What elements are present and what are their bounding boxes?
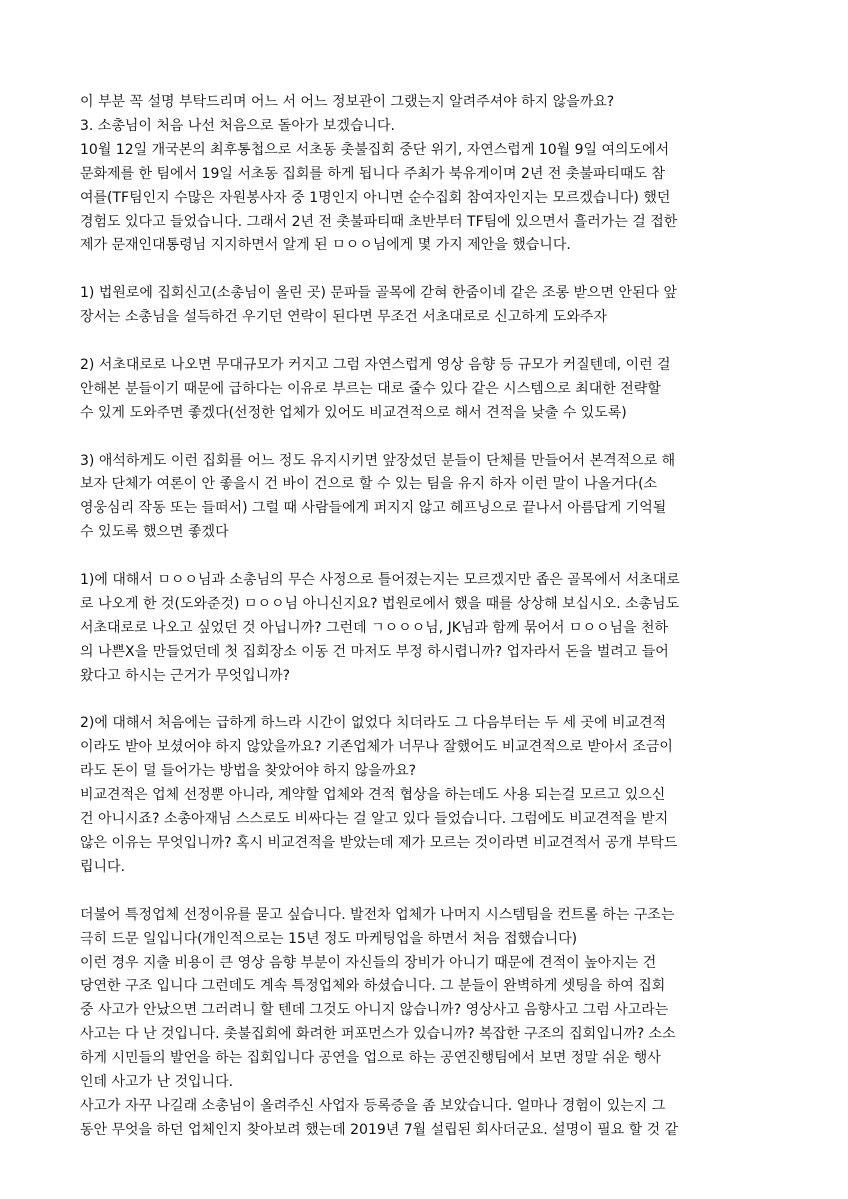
text-line: 사고가 자꾸 나길래 소총님이 올려주신 사업자 등록증을 좀 보았습니다. 얼마나 경험이 있는지 그 <box>80 1097 666 1114</box>
text-line: 하게 시민들의 발언을 하는 집회입니다 공연을 업으로 하는 공연진행팀에서 보면 정말 쉬운 행사 <box>80 1050 661 1067</box>
text-line: 수 있도록 했으면 좋겠다 <box>80 524 229 541</box>
text-line: 영웅심리 작동 또는 들떠서) 그럴 때 사람들에게 퍼지지 않고 헤프닝으로 끝나서 아름답게 기억될 <box>80 500 667 517</box>
text-line: 비교견적은 업체 선정뿐 아니라, 계약할 업체와 견적 협상을 하는데도 사용 되는걸 모르고 있으신 <box>80 787 666 804</box>
text-line: 문화제를 한 팀에서 19일 서초동 집회를 하게 됩니다 주최가 북유게이며 2년 전 촛불파티때도 참 <box>80 165 665 182</box>
text-line: 사고는 다 난 것입니다. 촛불집회에 화려한 퍼포먼스가 있습니까? 복잡한 구조의 집회입니까? 소소 <box>80 1026 676 1043</box>
text-line: 제가 문재인대통령님 지지하면서 알게 된 ㅁㅇㅇ님에게 몇 가지 제안을 했습니다. <box>80 237 571 254</box>
text-line: 2)에 대해서 처음에는 급하게 하느라 시간이 없었다 치더라도 그 다음부터는 두 세 곳에 비교견적 <box>80 715 667 732</box>
text-line: 당연한 구조 입니다 그런데도 계속 특정업체와 하셨습니다. 그 분들이 완벽하게 셋팅을 하여 집회 <box>80 978 666 995</box>
document-body <box>80 91 770 1143</box>
text-line: 1)에 대해서 ㅁㅇㅇ님과 소총님의 무슨 사정으로 틀어졌는지는 모르겠지만 좁은 골목에서 서초대로 <box>80 572 680 589</box>
text-line: 10월 12일 개국본의 최후통첩으로 서초동 촛불집회 중단 위기, 자연스럽게 10월 9일 여의도에서 <box>80 141 670 158</box>
text-line: 이 부분 꼭 설명 부탁드리며 어느 서 어느 정보관이 그랬는지 알려주셔야 하지 않을까요? <box>80 94 615 110</box>
text-line: 않은 이유는 무엇입니까? 혹시 비교견적을 받았는데 제가 모르는 것이라면 비교견적서 공개 부탁드 <box>80 835 678 852</box>
paragraph-gap <box>80 689 770 713</box>
paragraph-gap <box>80 258 770 282</box>
paragraph-gap <box>80 426 770 450</box>
paragraph-gap <box>80 545 770 569</box>
text-line: 여를(TF팀인지 수많은 자원봉사자 중 1명인지 아니면 순수집회 참여자인지는 모르겠습니다) 했던 <box>80 189 671 206</box>
text-line: 인데 사고가 난 것입니다. <box>80 1074 234 1091</box>
text-line: 로 나오게 한 것(도와준것) ㅁㅇㅇ님 아니신지요? 법원로에서 했을 때를 상상해 보십시오. 소총님도 <box>80 595 680 612</box>
text-line: 왔다고 하시는 근거가 무엇입니까? <box>80 667 291 684</box>
text-line: 경험도 있다고 들었습니다. 그래서 2년 전 촛불파티때 초반부터 TF팀에 있으면서 흘러가는 걸 접한 <box>80 213 678 230</box>
text-line: 이라도 받아 보셨어야 하지 않았을까요? 기존업체가 너무나 잘했어도 비교견적으로 받아서 조금이 <box>80 739 673 756</box>
text-line: 3) 애석하게도 이런 집회를 어느 정도 유지시키면 앞장섰던 분들이 단체를 만들어서 본격적으로 해 <box>80 452 676 469</box>
text-line: 중 사고가 안났으면 그러려니 할 텐데 그것도 아니지 않습니까? 영상사고 음향사고 그럼 사고라는 <box>80 1002 669 1019</box>
text-line: 건 아니시죠? 소총아재님 스스로도 비싸다는 걸 알고 있다 들었습니다. 그럼에도 비교견적을 받지 <box>80 811 669 828</box>
text-line: 동안 무엇을 하던 업체인지 찾아보려 했는데 2019년 7월 설립된 회사더군요. 설명이 필요 할 것 같 <box>80 1121 679 1138</box>
text-line: 극히 드문 일입니다(개인적으로는 15년 정도 마케팅업을 하면서 처음 접했습니다) <box>80 930 578 947</box>
paragraph-gap <box>80 330 770 354</box>
paragraph-gap <box>80 880 770 904</box>
text-line: 3. 소총님이 처음 나선 처음으로 돌아가 보겠습니다. <box>80 117 395 134</box>
text-line: 수 있게 도와주면 좋겠다(선정한 업체가 있어도 비교견적으로 해서 견적을 낮출 수 있도록) <box>80 404 627 421</box>
text-line: 라도 돈이 덜 들어가는 방법을 찾았어야 하지 않을까요? <box>80 763 417 780</box>
text-line: 서초대로로 나오고 싶었던 것 아닙니까? 그런데 ㄱㅇㅇㅇ님, JK님과 함께 묶어서 ㅁㅇㅇ님을 천하 <box>80 619 669 636</box>
text-line: 2) 서초대로로 나오면 무대규모가 커지고 그럼 자연스럽게 영상 음향 등 규모가 커질텐데, 이런 걸 <box>80 356 671 373</box>
text-line: 이런 경우 지출 비용이 큰 영상 음향 부분이 자신들의 장비가 아니기 때문에 견적이 높아지는 건 <box>80 954 657 971</box>
text-line: 보자 단체가 여론이 안 좋을시 건 바이 건으로 할 수 있는 팀을 유지 하자 이런 말이 나올거다(소 <box>80 476 658 493</box>
text-line: 1) 법원로에 집회신고(소총님이 올린 곳) 문파들 골목에 갇혀 한줌이네 같은 조롱 받으면 안된다 앞 <box>80 285 678 302</box>
text-line: 립니다. <box>80 858 126 875</box>
text-line: 안해본 분들이기 때문에 급하다는 이유로 부르는 대로 줄수 있다 같은 시스템으로 최대한 전략할 <box>80 380 661 397</box>
text-line: 장서는 소총님을 설득하건 우기던 연락이 된다면 무조건 서초대로로 신고하게 도와주자 <box>80 309 607 326</box>
text-line: 의 나쁜X을 만들었던데 첫 집회장소 이동 건 마저도 부정 하시렵니까? 업자라서 돈을 벌려고 들어 <box>80 643 669 660</box>
text-line: 더불어 특정업체 선정이유를 묻고 싶습니다. 발전차 업체가 나머지 시스템팀을 컨트롤 하는 구조는 <box>80 906 675 923</box>
